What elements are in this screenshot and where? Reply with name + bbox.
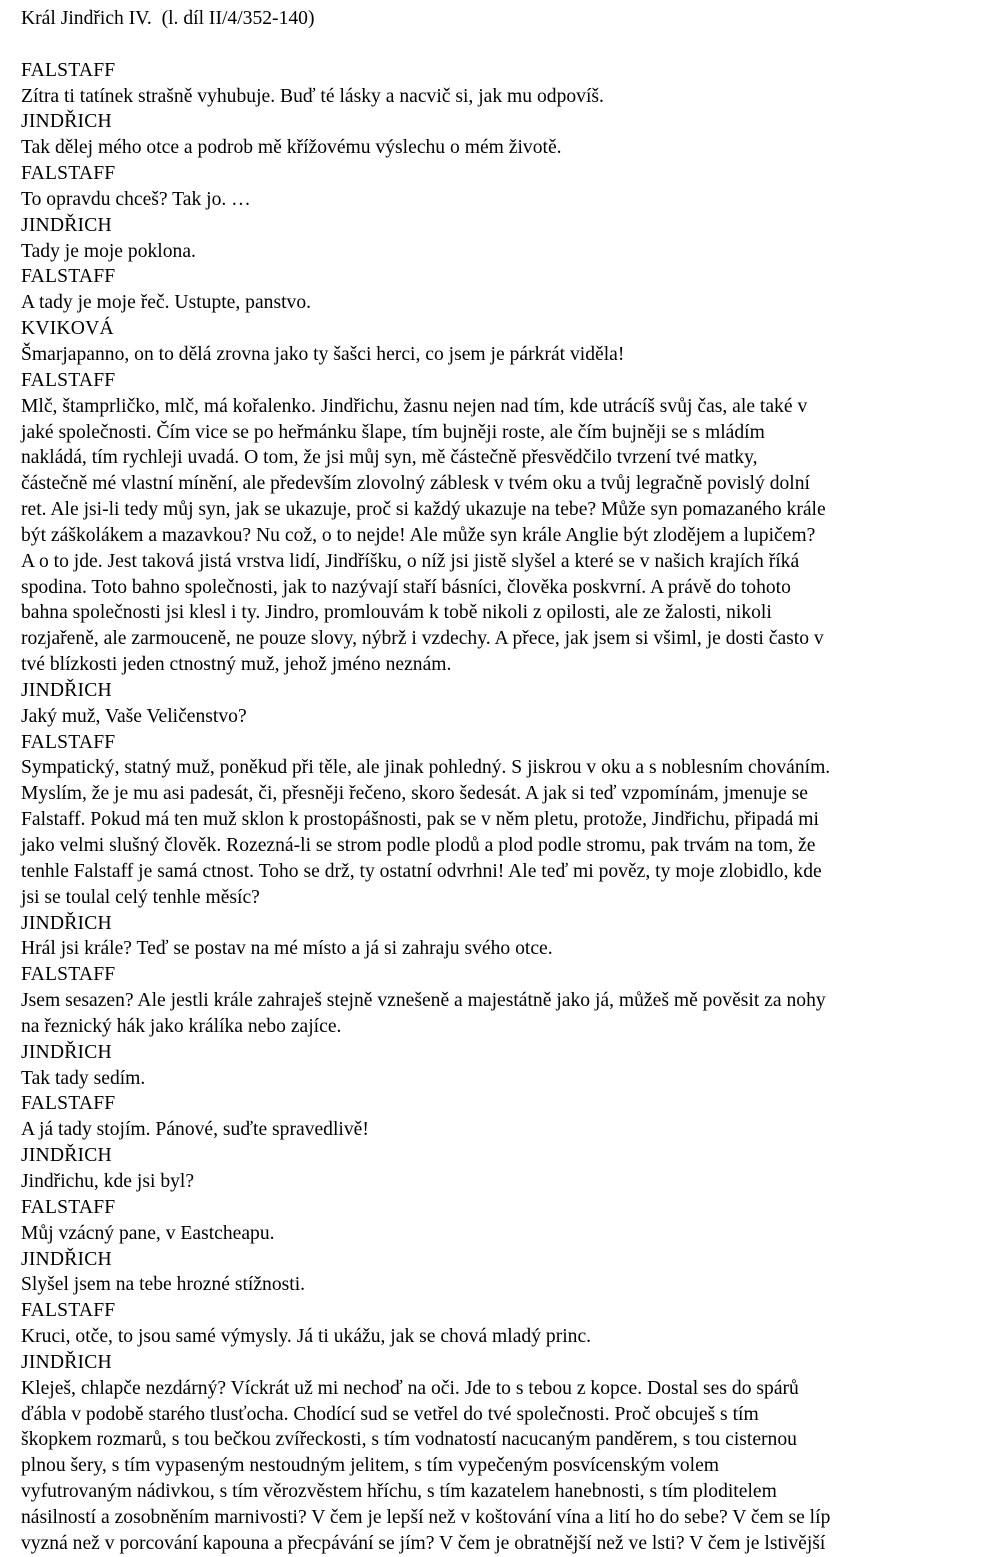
- speaker-name: FALSTAFF: [21, 1093, 116, 1115]
- speech-line: Můj vzácný pane, v Eastcheapu.: [21, 1222, 275, 1244]
- dialogue-entry: [21, 316, 981, 368]
- speech-text: [21, 1221, 981, 1247]
- speech-line: A já tady stojím. Pánové, suďte spravedlivě!: [21, 1119, 369, 1141]
- speech-line: To opravdu chceš? Tak jo. …: [21, 188, 251, 210]
- speech-line: Tady je moje poklona.: [21, 240, 196, 262]
- speech-line: násilností a zosobněním marnivosti? V čem je lepší než v koštování vína a lití ho do sebe? V čem se líp: [21, 1506, 831, 1528]
- dialogue-entry: [21, 1298, 981, 1350]
- dialogue-entry: [21, 1350, 981, 1557]
- speaker-name: FALSTAFF: [21, 266, 116, 288]
- speech-text: [21, 1272, 981, 1298]
- speech-line: Slyšel jsem na tebe hrozné stížnosti.: [21, 1274, 306, 1296]
- dialogue-entry: [21, 1091, 981, 1143]
- speech-line: ret. Ale jsi-li tedy můj syn, jak se ukazuje, proč si každý ukazuje na tebe? Může syn pomazaného krále: [21, 499, 826, 521]
- dialogue-entry: [21, 1143, 981, 1195]
- speech-line: Šmarjapanno, on to dělá zrovna jako ty šašci herci, co jsem je párkrát viděla!: [21, 343, 625, 365]
- speech-line: Sympatický, statný muž, poněkud při těle, ale jinak pohledný. S jiskrou v oku a s noblesním chováním.: [21, 757, 831, 779]
- speech-text: [21, 84, 981, 110]
- speaker-name: FALSTAFF: [21, 964, 116, 986]
- speaker-name: JINDŘICH: [21, 214, 112, 236]
- speech-line: Kruci, otče, to jsou samé výmysly. Já ti ukážu, jak se chová mladý princ.: [21, 1326, 592, 1348]
- speaker-name: FALSTAFF: [21, 59, 116, 81]
- speech-line: Jaký muž, Vaše Veličenstvo?: [21, 705, 247, 727]
- speaker-name: JINDŘICH: [21, 1145, 112, 1167]
- speech-line: tenhle Falstaff je samá ctnost. Toho se drž, ty ostatní odvrhni! Ale teď mi pověz, ty moje zlobidlo, kde: [21, 860, 822, 882]
- speech-line: Tak tady sedím.: [21, 1067, 146, 1089]
- speaker-name: FALSTAFF: [21, 1300, 116, 1322]
- speech-text: [21, 394, 981, 678]
- speech-line: Mlč, štamprličko, mlč, má kořalenko. Jindřichu, žasnu nejen nad tím, kde utrácíš svůj čas, ale také v: [21, 395, 808, 417]
- speech-line: Kleješ, chlapče nezdárný? Víckrát už mi nechoď na oči. Jde to s tebou z kopce. Dostal ses do spárů: [21, 1377, 799, 1399]
- speaker-name: FALSTAFF: [21, 731, 116, 753]
- speaker-name: JINDŘICH: [21, 912, 112, 934]
- dialogue-entry: [21, 264, 981, 316]
- speech-line: jako velmi slušný člověk. Rozezná-li se strom podle plodů a plod podle stromu, pak trvám na tom, že: [21, 835, 816, 856]
- speech-line: Jindřichu, kde jsi byl?: [21, 1170, 195, 1192]
- speech-text: [21, 1117, 981, 1143]
- speech-text: [21, 187, 981, 213]
- speech-text: [21, 342, 981, 368]
- speech-text: [21, 988, 981, 1040]
- speech-line: plnou šery, s tím vypaseným nestoudným jelitem, s tím vypečeným posvícenským volem: [21, 1455, 720, 1477]
- dialogue-entry: [21, 962, 981, 1040]
- dialogue-entry: [21, 1195, 981, 1247]
- speech-line: jaké společnosti. Čím vice se po heřmánku šlape, tím bujněji roste, ale čím bujněji se s mládím: [21, 421, 765, 443]
- speech-text: [21, 755, 981, 910]
- dialogue-entry: [21, 58, 981, 110]
- speaker-name: JINDŘICH: [21, 1041, 112, 1063]
- speech-line: Tak dělej mého otce a podrob mě křížovému výslechu o mém životě.: [21, 137, 562, 159]
- speech-line: tvé blízkosti jeden ctnostný muž, jehož jméno neznám.: [21, 654, 452, 676]
- dialogue-entry: [21, 730, 981, 911]
- speaker-name: FALSTAFF: [21, 1196, 116, 1218]
- dialogue-entry: [21, 1247, 981, 1299]
- speech-text: [21, 1169, 981, 1195]
- speech-line: částečně mé vlastní mínění, ale především zlovolný záblesk v tvém oku a tvůj legračně povislý dolní: [21, 473, 810, 495]
- speech-text: [21, 135, 981, 161]
- speaker-name: JINDŘICH: [21, 1248, 112, 1270]
- speech-text: [21, 290, 981, 316]
- dialogue-entry: [21, 911, 981, 963]
- speech-text: [21, 1324, 981, 1350]
- speech-line: A tady je moje řeč. Ustupte, panstvo.: [21, 292, 312, 314]
- speech-line: být záškolákem a mazavkou? Nu což, o to nejde! Ale může syn krále Anglie být zlodějem a lupičem?: [21, 524, 816, 546]
- speech-line: nakládá, tím rychleji uvadá. O tom, že jsi můj syn, mě částečně přesvědčilo tvrzení tvé matky,: [21, 447, 758, 469]
- speech-line: A o to jde. Jest taková jistá vrstva lidí, Jindříšku, o níž jsi jistě slyšel a které se v našich krajích říká: [21, 550, 800, 572]
- speech-line: bahna společnosti jsi klesl i ty. Jindro, promlouvám k tobě nikoli z opilosti, ale ze žalosti, nikoli: [21, 602, 772, 624]
- speech-line: Falstaff. Pokud má ten muž sklon k prostopášnosti, pak se v něm pletu, protože, Jindřichu, připadá mi: [21, 809, 819, 831]
- speech-line: na řeznický hák jako králíka nebo zajíce.: [21, 1015, 342, 1037]
- speech-line: jsi se toulal celý tenhle měsíc?: [21, 886, 260, 908]
- speech-text: [21, 1066, 981, 1092]
- speech-line: Jsem sesazen? Ale jestli krále zahraješ stejně vznešeně a majestátně jako já, můžeš mě pověsit za nohy: [21, 990, 826, 1012]
- dialogue-entry: [21, 213, 981, 265]
- dialogue-entry: [21, 678, 981, 730]
- speech-text: [21, 936, 981, 962]
- speech-text: [21, 239, 981, 265]
- document-title: Král Jindřich IV. (l. díl II/4/352-140): [21, 8, 315, 29]
- speech-line: rozjařeně, ale zarmouceně, ne pouze slovy, nýbrž i vzdechy. A přece, jak jsem si všiml, je dosti často v: [21, 628, 824, 650]
- speaker-name: JINDŘICH: [21, 1351, 112, 1373]
- speech-text: [21, 704, 981, 730]
- speech-text: [21, 1376, 981, 1557]
- script-body: [21, 58, 981, 1557]
- speech-line: Zítra ti tatínek strašně vyhubuje. Buď té lásky a nacvič si, jak mu odpovíš.: [21, 85, 604, 107]
- speech-line: Hrál jsi krále? Teď se postav na mé místo a já si zahraju svého otce.: [21, 938, 553, 960]
- speech-line: Myslím, že je mu asi padesát, či, přesněji řečeno, skoro šedesát. A jak si teď vzpomínám, jmenuje se: [21, 783, 808, 805]
- speech-line: ďábla v podobě starého tlusťocha. Chodící sud se vetřel do tvé společnosti. Proč obcuješ s tím: [21, 1403, 759, 1425]
- document-page: [21, 6, 981, 1557]
- speech-line: vyfutrovaným nádivkou, s tím věrozvěstem hříchu, s tím kazatelem hanebnosti, s tím ploditelem: [21, 1481, 777, 1503]
- dialogue-entry: [21, 161, 981, 213]
- speech-line: škopkem rozmarů, s tou bečkou zvířeckosti, s tím vodnatostí nacucaným panděrem, s tou cisternou: [21, 1429, 797, 1451]
- speaker-name: KVIKOVÁ: [21, 318, 114, 340]
- speech-line: spodina. Toto bahno společnosti, jak to nazývají staří básníci, člověka poskvrní. A právě do tohoto: [21, 576, 791, 598]
- speaker-name: FALSTAFF: [21, 163, 116, 185]
- dialogue-entry: [21, 1040, 981, 1092]
- blank-line: [21, 32, 981, 58]
- dialogue-entry: [21, 368, 981, 678]
- speaker-name: JINDŘICH: [21, 111, 112, 133]
- speaker-name: JINDŘICH: [21, 679, 112, 701]
- speaker-name: FALSTAFF: [21, 369, 116, 391]
- speech-line: vyzná než v porcování kapouna a přecpávání se jím? V čem je obratnější než ve lsti? V čem je lstivější: [21, 1532, 826, 1554]
- dialogue-entry: [21, 109, 981, 161]
